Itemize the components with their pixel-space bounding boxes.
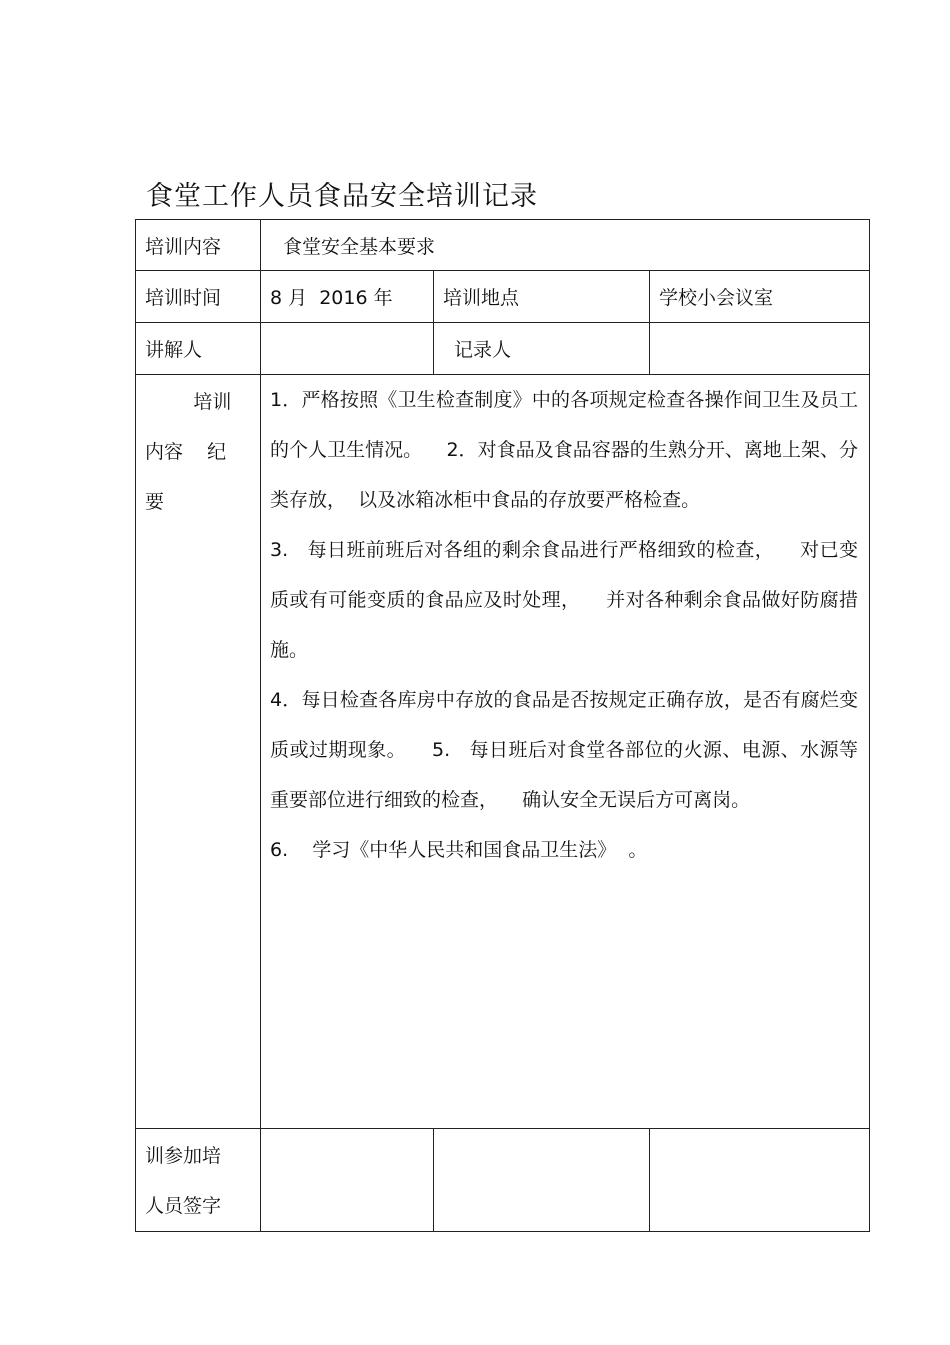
row-training-time — [136, 271, 870, 323]
value-speaker — [261, 323, 434, 375]
label-speaker: 讲解人 — [136, 323, 261, 375]
summary-paragraph-6: 6. 学习《中华人民共和国食品卫生法》 。 — [270, 839, 648, 861]
label-signature-line: 训参加培 — [145, 1145, 222, 1167]
value-training-time: 8 月 2016 年 — [261, 271, 434, 323]
row-training-content — [136, 220, 870, 271]
label-training-content: 培训内容 — [136, 220, 261, 271]
row-signature — [136, 1129, 870, 1232]
training-record-table — [135, 219, 870, 1232]
signature-cell-2[interactable] — [434, 1129, 650, 1232]
summary-paragraph-1: 1．严格按照《卫生检查制度》中的各项规定检查各操作间卫生及员工的个人卫生情况。 2．对食品及食品容器的生熟分开、离地上架、分类存放， 以及冰箱冰柜中食品的存放要严格检查。 — [270, 389, 859, 511]
summary-paragraph-3: 3. 每日班前班后对各组的剩余食品进行严格细致的检查， 对已变质或有可能变质的食品应及时处理， 并对各种剩余食品做好防腐措施。 — [270, 539, 859, 661]
label-signature-line: 人员签字 — [145, 1195, 222, 1217]
value-training-content: 食堂安全基本要求 — [261, 220, 870, 271]
value-training-place: 学校小会议室 — [650, 271, 870, 323]
label-signature — [136, 1129, 261, 1232]
signature-cell-1[interactable] — [261, 1129, 434, 1232]
label-summary-line: 要 — [145, 491, 165, 513]
row-summary — [136, 375, 870, 1129]
label-training-place: 培训地点 — [434, 271, 650, 323]
value-recorder — [650, 323, 870, 375]
summary-paragraph-4: 4．每日检查各库房中存放的食品是否按规定正确存放，是否有腐烂变质或过期现象。 5. 每日班后对食堂各部位的火源、电源、水源等重要部位进行细致的检查， 确认安全无误后方可离岗。 — [270, 689, 859, 811]
label-recorder: 记录人 — [434, 323, 650, 375]
label-summary-line: 培训 — [145, 391, 232, 413]
label-summary — [136, 375, 261, 1129]
row-speaker — [136, 323, 870, 375]
signature-cell-3[interactable] — [650, 1129, 870, 1232]
summary-content — [261, 375, 870, 1129]
label-training-time: 培训时间 — [136, 271, 261, 323]
document-title: 食堂工作人员食品安全培训记录 — [146, 181, 538, 212]
label-summary-line: 内容 纪 — [145, 441, 227, 463]
